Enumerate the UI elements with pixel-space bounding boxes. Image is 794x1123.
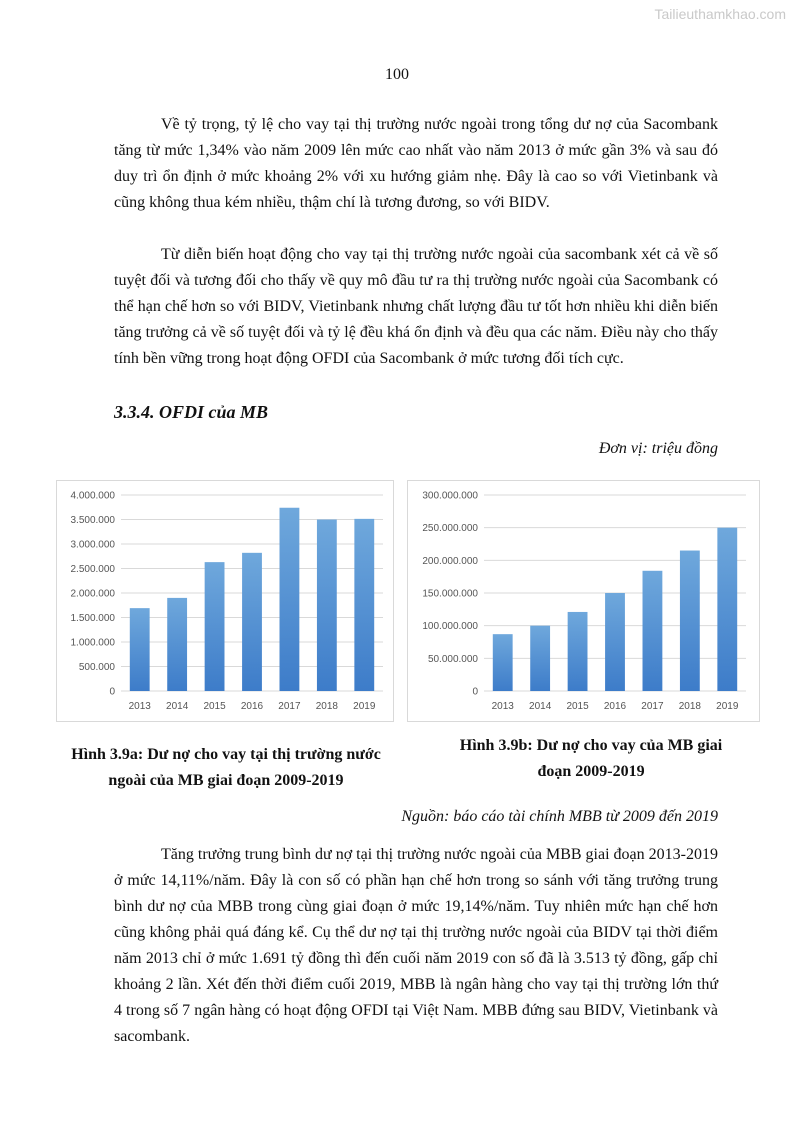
chart-a-x-tick-label: 2015 xyxy=(203,701,226,712)
paragraph-sacombank-ratio: Về tỷ trọng, tỷ lệ cho vay tại thị trường nước ngoài trong tổng dư nợ của Sacombank tăng từ mức 1,34% vào năm 2009 lên mức cao nhất vào năm 2013 ở mức gần 3% và sau đó duy trì ổn định ở mức khoảng 2% với xu hướng giảm nhẹ. Đây là cao so với Vietinbank và cũng không thua kém nhiều, thậm chí là tương đương, so với BIDV. xyxy=(114,116,718,211)
chart-a-bar-2016 xyxy=(242,553,262,691)
chart-a-x-tick-label: 2017 xyxy=(278,701,301,712)
page-number: 100 xyxy=(385,66,409,83)
chart-b-bar-2017 xyxy=(643,571,663,691)
chart-b-y-tick-label: 50.000.000 xyxy=(427,653,478,665)
chart-a-y-tick-label: 1.500.000 xyxy=(70,613,115,624)
chart-b-bar-2013 xyxy=(493,634,513,691)
chart-total-loans-svg xyxy=(408,481,759,721)
source-note: Nguồn: báo cáo tài chính MBB từ 2009 đến 2019 xyxy=(401,808,718,825)
chart-a-bar-2013 xyxy=(130,608,150,691)
chart-b-bar-2015 xyxy=(568,612,588,691)
caption-figure-3-9a: Hình 3.9a: Dư nợ cho vay tại thị trường nước ngoài của MB giai đoạn 2009-2019 xyxy=(71,746,381,789)
watermark: Tailieuthamkhao.com xyxy=(654,6,786,22)
chart-b-y-tick-label: 100.000.000 xyxy=(422,621,478,633)
chart-total-loans xyxy=(407,480,760,722)
chart-b-x-tick-label: 2015 xyxy=(566,701,589,712)
chart-a-y-tick-label: 2.000.000 xyxy=(70,588,115,600)
chart-b-x-tick-label: 2018 xyxy=(678,701,701,712)
chart-a-x-tick-label: 2018 xyxy=(315,701,338,712)
chart-foreign-loans xyxy=(56,480,394,722)
chart-a-x-tick-label: 2013 xyxy=(128,701,151,712)
chart-a-y-tick-label: 4.000.000 xyxy=(70,490,115,502)
chart-b-bar-2018 xyxy=(680,551,700,691)
chart-b-y-tick-label: 300.000.000 xyxy=(422,490,478,502)
section-heading: 3.3.4. OFDI của MB xyxy=(114,402,269,422)
chart-b-y-tick-label: 0 xyxy=(472,686,478,698)
chart-a-y-tick-label: 1.000.000 xyxy=(70,637,115,649)
chart-a-y-tick-label: 2.500.000 xyxy=(70,564,115,575)
chart-b-bar-2019 xyxy=(717,528,737,691)
chart-foreign-loans-svg xyxy=(57,481,393,721)
chart-a-bar-2014 xyxy=(167,598,187,691)
chart-b-x-tick-label: 2017 xyxy=(641,701,664,712)
unit-note: Đơn vị: triệu đồng xyxy=(598,440,718,457)
chart-b-y-tick-label: 150.000.000 xyxy=(422,588,478,600)
chart-a-y-tick-label: 0 xyxy=(109,686,115,698)
chart-b-bar-2016 xyxy=(605,593,625,691)
chart-a-y-tick-label: 500.000 xyxy=(78,662,115,673)
chart-a-x-tick-label: 2014 xyxy=(166,701,189,712)
chart-b-x-tick-label: 2013 xyxy=(491,701,514,712)
chart-a-y-tick-label: 3.000.000 xyxy=(70,539,115,551)
paragraph-sacombank-conclusion: Từ diễn biến hoạt động cho vay tại thị trường nước ngoài của sacombank xét cả về số tuyệt đối và tương đối cho thấy về quy mô đầu tư ra thị trường nước ngoài của Sacombank có thể hạn chế hơn so với BIDV, Vietinbank nhưng chất lượng đầu tư tốt hơn nhiều khi diễn biến tăng trưởng cả về số tuyệt đối và tỷ lệ đều khá ổn định và đều qua các năm. Điều này cho thấy tính bền vững trong hoạt động OFDI của Sacombank ở mức tương đối tích cực. xyxy=(114,246,718,367)
chart-b-x-tick-label: 2016 xyxy=(603,701,627,712)
chart-b-x-tick-label: 2019 xyxy=(716,701,739,712)
paragraph-mbb-growth: Tăng trưởng trung bình dư nợ tại thị trường nước ngoài của MBB giai đoạn 2013-2019 ở mức 14,11%/năm. Đây là con số có phần hạn chế hơn trong so sánh với tăng trưởng trung bình dư nợ của MBB trong cùng giai đoạn ở mức 19,14%/năm. Tuy nhiên mức hạn chế hơn cũng không phải quá đáng kể. Cụ thể dư nợ tại thị trường nước ngoài của BIDV tại thời điểm năm 2013 chỉ ở mức 1.691 tỷ đồng thì đến cuối năm 2019 con số đã là 3.513 tỷ đồng, gấp chỉ khoảng 2 lần. Xét đến thời điểm cuối 2019, MBB là ngân hàng cho vay tại thị trường lớn thứ 4 trong số 7 ngân hàng có hoạt động OFDI tại Việt Nam. MBB đứng sau BIDV, Vietinbank và sacombank. xyxy=(114,846,718,1045)
chart-a-bar-2019 xyxy=(354,519,374,691)
chart-a-bar-2015 xyxy=(205,562,225,691)
chart-b-bar-2014 xyxy=(530,626,550,691)
caption-figure-3-9b: Hình 3.9b: Dư nợ cho vay của MB giai đoạn 2009-2019 xyxy=(459,737,723,780)
chart-b-y-tick-label: 250.000.000 xyxy=(422,523,478,535)
chart-b-y-tick-label: 200.000.000 xyxy=(422,555,478,567)
chart-b-x-tick-label: 2014 xyxy=(529,701,552,712)
chart-a-y-tick-label: 3.500.000 xyxy=(70,515,115,526)
chart-a-bar-2017 xyxy=(280,508,300,691)
chart-a-x-tick-label: 2016 xyxy=(240,701,264,712)
chart-a-x-tick-label: 2019 xyxy=(353,701,376,712)
chart-a-bar-2018 xyxy=(317,520,337,692)
